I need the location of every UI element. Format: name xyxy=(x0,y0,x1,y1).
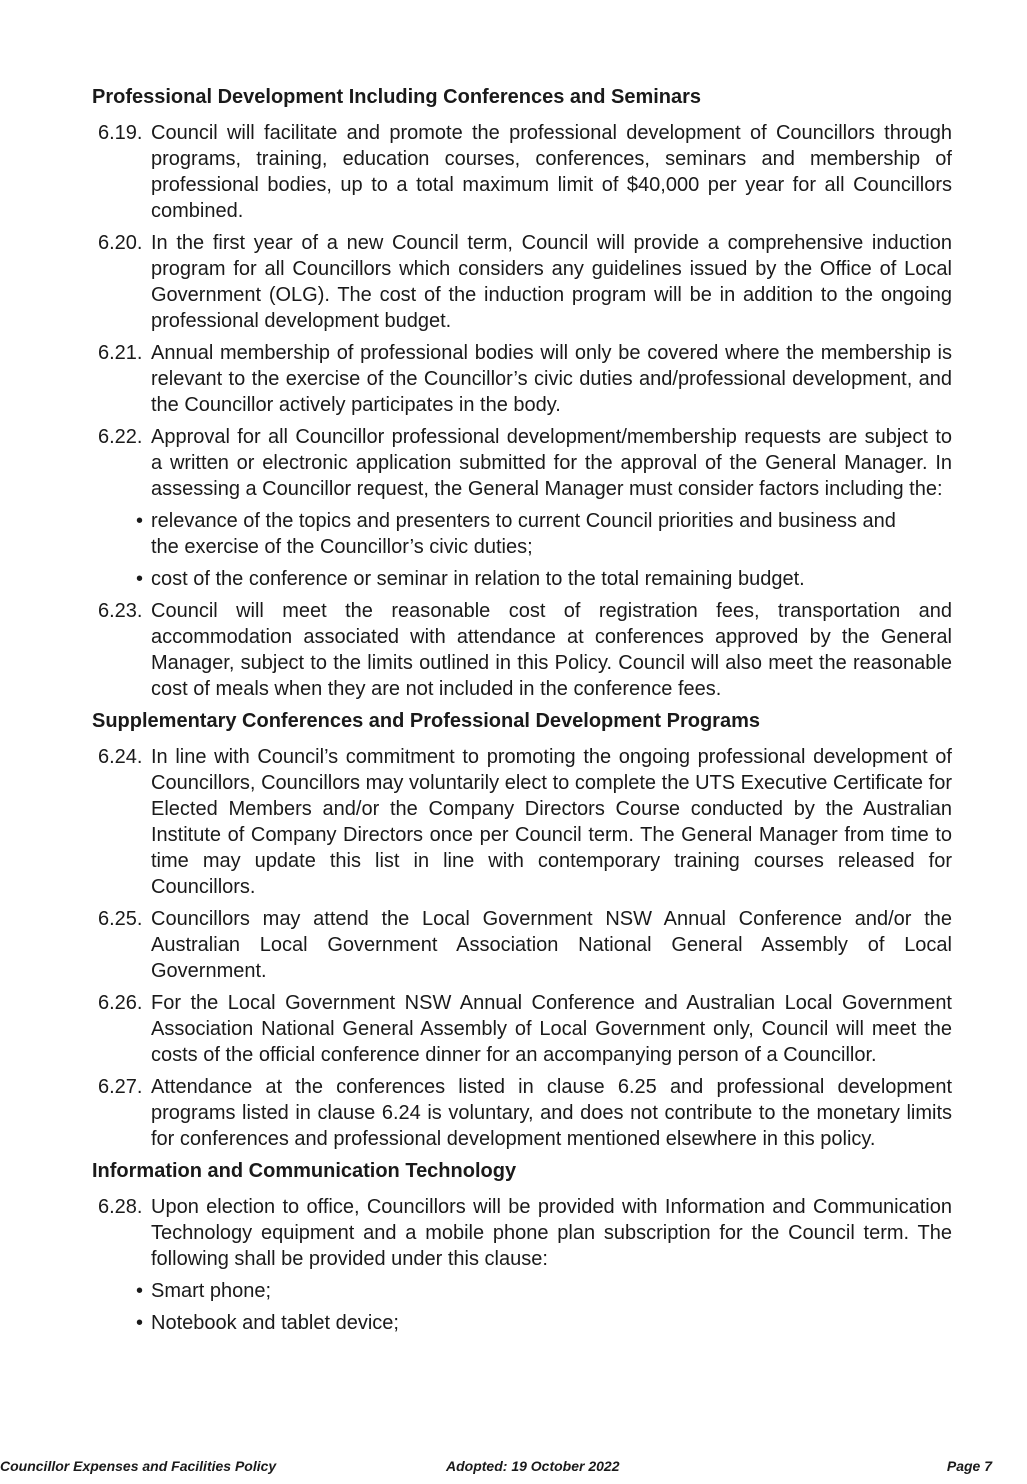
bullet-item xyxy=(92,508,952,560)
clause-text: For the Local Government NSW Annual Conference and Australian Local Government Association National General Assembly of Local Government only, Council will meet the costs of the official conference dinner for an accompanying person of a Councillor. xyxy=(151,992,952,1066)
clause-item xyxy=(92,120,952,224)
clause-text: Approval for all Councillor professional development/membership requests are subject to a written or electronic application submitted for the approval of the General Manager. In assessing a Councillor request, the General Manager must consider factors including the: xyxy=(151,426,952,500)
page-footer xyxy=(0,1458,1027,1480)
section-heading: Information and Communication Technology xyxy=(92,1160,517,1182)
clause-item xyxy=(92,340,952,418)
clause-number: 6.21. xyxy=(98,342,143,364)
bullet-item xyxy=(92,1278,952,1304)
clause-text: Attendance at the conferences listed in clause 6.25 and professional development programs listed in clause 6.24 is voluntary, and does not contribute to the monetary limits for conferences and professional development mentioned elsewhere in this policy. xyxy=(151,1076,952,1150)
clause-text: Annual membership of professional bodies will only be covered where the membership is relevant to the exercise of the Councillor’s civic duties and/professional development, and the Councillor actively participates in the body. xyxy=(151,342,952,416)
clause-text: Upon election to office, Councillors will be provided with Information and Communication Technology equipment and a mobile phone plan subscription for the Council term. The following shall be provided under this clause: xyxy=(151,1196,952,1270)
clause-item xyxy=(92,990,952,1068)
clause-number: 6.23. xyxy=(98,600,143,622)
bullet-item xyxy=(92,566,952,592)
clause-item xyxy=(92,1194,952,1272)
bullet-dot-icon: • xyxy=(136,1280,144,1302)
clause-item xyxy=(92,1074,952,1152)
clause-text: Councillors may attend the Local Government NSW Annual Conference and/or the Australian Local Government Association National General Assembly of Local Government. xyxy=(151,908,952,982)
clause-number: 6.20. xyxy=(98,232,143,254)
footer-adopted-date: Adopted: 19 October 2022 xyxy=(446,1458,620,1474)
clause-item xyxy=(92,424,952,502)
clause-number: 6.19. xyxy=(98,122,143,144)
footer-policy-title: Councillor Expenses and Facilities Policy xyxy=(0,1458,277,1474)
bullet-dot-icon: • xyxy=(136,510,144,532)
document-body xyxy=(92,84,952,1342)
bullet-text: cost of the conference or seminar in relation to the total remaining budget. xyxy=(151,568,805,590)
clause-text: In the first year of a new Council term, Council will provide a comprehensive induction program for all Councillors which considers any guidelines issued by the Office of Local Government (OLG). The cost of the induction program will be in addition to the ongoing professional development budget. xyxy=(151,232,952,332)
clause-number: 6.22. xyxy=(98,426,143,448)
clause-number: 6.25. xyxy=(98,908,143,930)
clause-item xyxy=(92,744,952,900)
bullet-dot-icon: • xyxy=(136,568,144,590)
clause-number: 6.27. xyxy=(98,1076,143,1098)
clause-text: In line with Council’s commitment to promoting the ongoing professional development of Councillors, Councillors may voluntarily elect to complete the UTS Executive Certificate for Elected Members and/or the Company Directors Course conducted by the Australian Institute of Company Directors once per Council term. The General Manager from time to time may update this list in line with contemporary training courses released for Councillors. xyxy=(151,746,952,898)
bullet-text: Notebook and tablet device; xyxy=(151,1312,399,1334)
clause-number: 6.24. xyxy=(98,746,143,768)
bullet-text: relevance of the topics and presenters to current Council priorities and business and the exercise of the Councillor’s civic duties; xyxy=(151,510,896,558)
clause-number: 6.26. xyxy=(98,992,143,1014)
clause-item xyxy=(92,598,952,702)
clause-item xyxy=(92,230,952,334)
bullet-item xyxy=(92,1310,952,1336)
clause-text: Council will facilitate and promote the professional development of Councillors through programs, training, education courses, conferences, seminars and membership of professional bodies, up to a total maximum limit of $40,000 per year for all Councillors combined. xyxy=(151,122,952,222)
bullet-text: Smart phone; xyxy=(151,1280,272,1302)
bullet-dot-icon: • xyxy=(136,1312,144,1334)
clause-item xyxy=(92,906,952,984)
section-heading: Supplementary Conferences and Professional Development Programs xyxy=(92,710,760,732)
clause-text: Council will meet the reasonable cost of registration fees, transportation and accommodation associated with attendance at conferences approved by the General Manager, subject to the limits outlined in this Policy. Council will also meet the reasonable cost of meals when they are not included in the conference fees. xyxy=(151,600,952,700)
clause-number: 6.28. xyxy=(98,1196,143,1218)
footer-page-number: Page 7 xyxy=(946,1458,992,1474)
section-heading: Professional Development Including Conferences and Seminars xyxy=(92,86,702,108)
